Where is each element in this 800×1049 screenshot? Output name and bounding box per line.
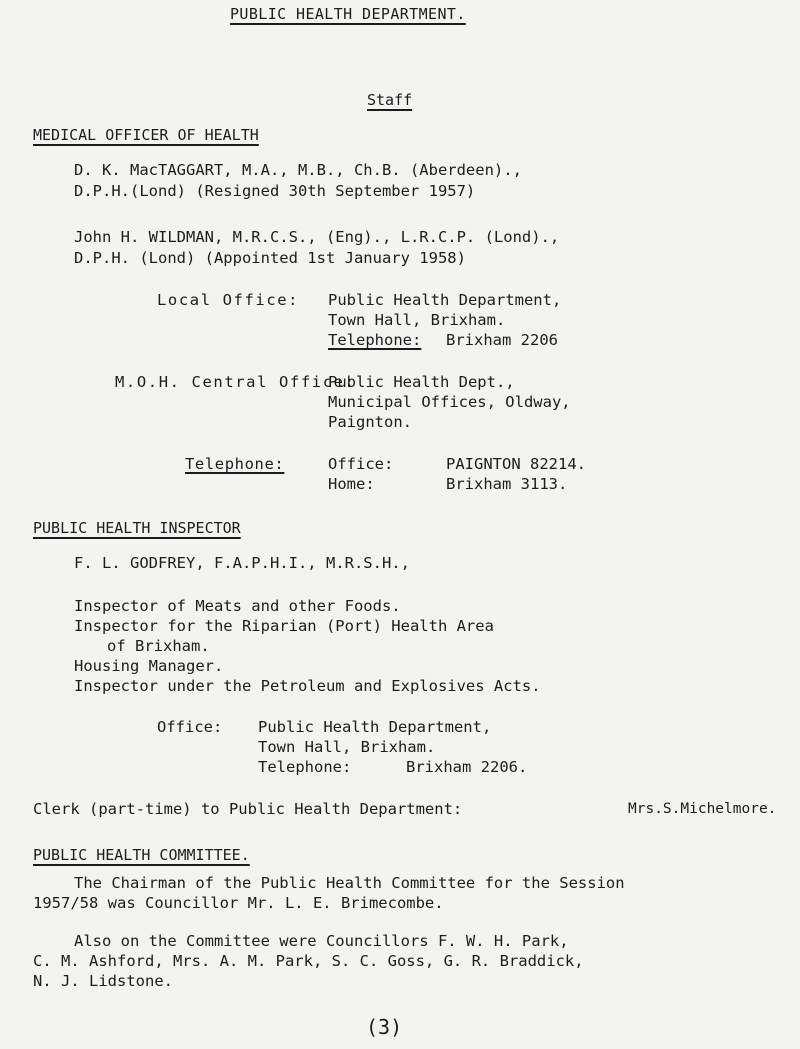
office-phone-value: PAIGNTON 82214. [446,455,586,473]
phi-duty: of Brixham. [107,637,210,655]
central-office-label: M.O.H. Central Office: [115,373,356,391]
officer2-line1: John H. WILDMAN, M.R.C.S., (Eng)., L.R.C.P. (Lond)., [74,228,560,246]
clerk-label: Clerk (part-time) to Public Health Department: [33,800,463,818]
committee-para2-line2: C. M. Ashford, Mrs. A. M. Park, S. C. Goss, G. R. Braddick, [33,952,584,970]
phi-office-label: Office: [157,718,223,736]
officer1-line2: D.P.H.(Lond) (Resigned 30th September 1957) [74,182,476,200]
officer1-line1: D. K. MacTAGGART, M.A., M.B., Ch.B. (Aberdeen)., [74,161,522,179]
local-office-line1: Public Health Department, [328,291,562,309]
phi-office-line2: Town Hall, Brixham. [258,738,436,756]
telephone-label: Telephone: [185,455,285,473]
local-office-line2: Town Hall, Brixham. [328,311,506,329]
moh-heading: MEDICAL OFFICER OF HEALTH [33,126,259,144]
committee-para2-line1: Also on the Committee were Councillors F. W. H. Park, [74,932,569,950]
officer2-line2: D.P.H. (Lond) (Appointed 1st January 1958) [74,249,466,267]
committee-para2-line3: N. J. Lidstone. [33,972,173,990]
phi-heading: PUBLIC HEALTH INSPECTOR [33,519,241,537]
local-office-label: Local Office: [157,291,300,309]
phi-name: F. L. GODFREY, F.A.P.H.I., M.R.S.H., [74,554,410,572]
phi-duty: Inspector for the Riparian (Port) Health Area [74,617,494,635]
central-office-line3: Paignton. [328,413,412,431]
staff-heading: Staff [367,91,413,109]
document-heading: PUBLIC HEALTH DEPARTMENT. [230,5,466,23]
central-office-line1: Public Health Dept., [328,373,515,391]
office-phone-label: Office: [328,455,394,473]
phi-office-line1: Public Health Department, [258,718,492,736]
phi-duty: Housing Manager. [74,657,224,675]
committee-para1-line1: The Chairman of the Public Health Committee for the Session [74,874,625,892]
local-telephone-label: Telephone: [328,331,422,349]
phi-telephone-label: Telephone: [258,758,352,776]
page-number: (3) [366,1015,403,1039]
clerk-value: Mrs.S.Michelmore. [628,801,777,817]
phi-telephone-value: Brixham 2206. [406,758,528,776]
local-telephone-value: Brixham 2206 [446,331,558,349]
home-phone-label: Home: [328,475,375,493]
phi-duty: Inspector of Meats and other Foods. [74,597,401,615]
committee-heading: PUBLIC HEALTH COMMITTEE. [33,846,250,864]
home-phone-value: Brixham 3113. [446,475,568,493]
central-office-line2: Municipal Offices, Oldway, [328,393,571,411]
phi-duty: Inspector under the Petroleum and Explosives Acts. [74,677,541,695]
committee-para1-line2: 1957/58 was Councillor Mr. L. E. Brimecombe. [33,894,444,912]
